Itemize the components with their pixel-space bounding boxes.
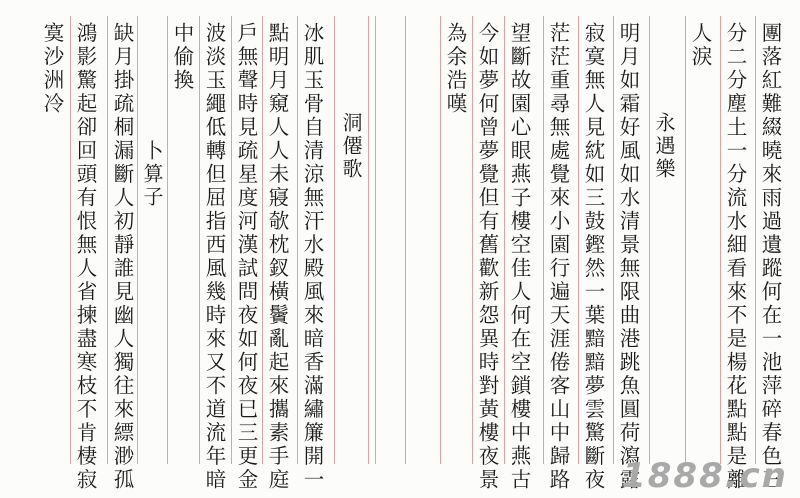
text-column: 波淡玉繩低轉但屈指西風幾時來又不道流年暗: [202, 22, 226, 492]
text-column: 戶無聲時見疏星度河漢試問夜如何夜已三更金: [234, 22, 258, 492]
text-column: 分二分塵土一分流水細看來不是楊花點點是離: [723, 22, 747, 492]
column-rule: [368, 16, 369, 464]
section-title: 永遇樂: [652, 112, 676, 181]
text-column: 茫茫重尋無處覺來小園行遍天涯倦客山中歸路: [546, 22, 570, 492]
column-rule: [334, 16, 335, 464]
section-title: 卜算子: [140, 140, 164, 209]
text-column: 明月如霜好風如水清景無限曲港跳魚圓荷瀉露: [616, 22, 640, 492]
column-rule: [649, 16, 650, 464]
text-column: 今如夢何曾夢覺但有舊歡新怨異時對黃樓夜景: [475, 22, 499, 492]
site-watermark: 1888.cn: [622, 456, 788, 496]
text-column: 缺月掛疏桐漏斷人初靜誰見幽人獨往來縹渺孤: [110, 22, 134, 492]
text-column: 冰肌玉骨自清涼無汗水殿風來暗香滿繡簾開一: [300, 22, 324, 492]
text-column: 為余浩嘆: [443, 22, 467, 116]
text-column: 人淚: [688, 22, 712, 69]
column-rule: [375, 16, 376, 464]
text-column: 望斷故園心眼燕子樓空佳人何在空鎖樓中燕古: [507, 22, 531, 492]
text-column: 團落紅難綴曉來雨過遺蹤何在一池萍碎春色三: [758, 22, 782, 492]
text-column: 中偷換: [170, 22, 194, 93]
column-rule: [405, 16, 406, 464]
text-column: 點明月窺人人未寢欹枕釵橫鬢亂起來攜素手庭: [265, 22, 289, 492]
text-column: 鴻影驚起卻回頭有恨無人省揀盡寒枝不肯棲寂: [73, 22, 97, 492]
section-title: 洞僊歌: [339, 112, 363, 181]
column-rule: [685, 16, 686, 464]
text-column: 寂寞無人見紞如三鼓鏗然一葉黯黯夢雲驚斷夜: [581, 22, 605, 492]
column-rule: [137, 16, 138, 464]
text-column: 寞沙洲冷: [40, 22, 64, 116]
